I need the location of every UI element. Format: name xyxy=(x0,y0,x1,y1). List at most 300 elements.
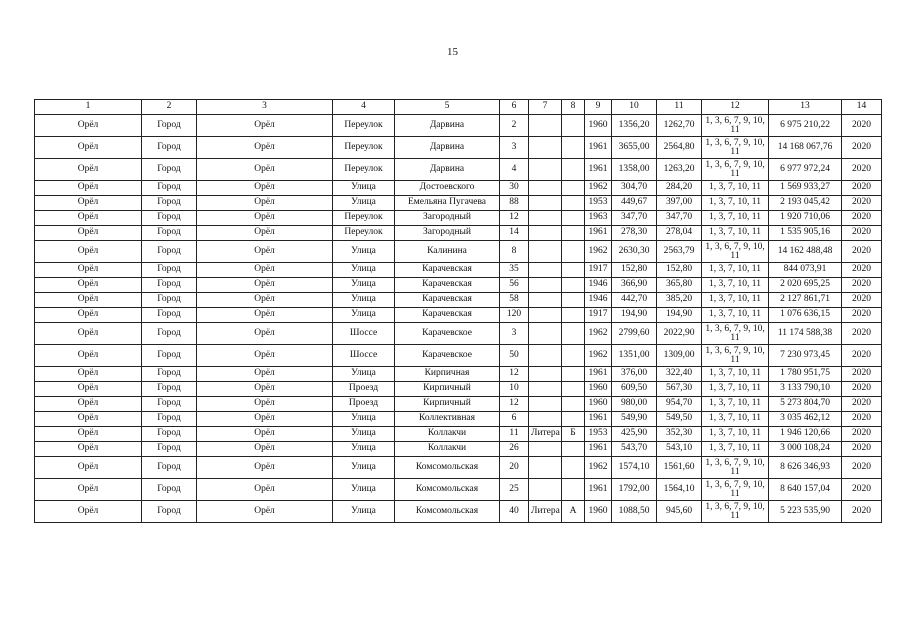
table-row xyxy=(35,323,882,345)
table-row xyxy=(35,241,882,263)
table-header xyxy=(35,100,882,115)
table-cell xyxy=(562,412,585,427)
table-cell: Орёл xyxy=(197,211,333,226)
table-cell: 2 193 045,42 xyxy=(769,196,842,211)
table-cell: Орёл xyxy=(197,479,333,501)
table-cell xyxy=(529,412,562,427)
table-cell: 1, 3, 6, 7, 9, 10, 11 xyxy=(702,345,769,367)
table-cell: Город xyxy=(142,137,197,159)
table-cell: 1960 xyxy=(585,397,612,412)
table-cell: Орёл xyxy=(197,427,333,442)
column-header: 2 xyxy=(142,100,197,115)
table-cell: Литера xyxy=(529,501,562,523)
table-cell: 1792,00 xyxy=(612,479,657,501)
table-cell: Комсомольская xyxy=(395,479,500,501)
table-cell: 1953 xyxy=(585,427,612,442)
table-cell: 2 xyxy=(500,115,529,137)
table-cell: Город xyxy=(142,442,197,457)
table-cell: 347,70 xyxy=(612,211,657,226)
table-cell: Орёл xyxy=(197,226,333,241)
table-cell: 1946 xyxy=(585,278,612,293)
table-cell: Орёл xyxy=(35,115,142,137)
table-cell: Дарвина xyxy=(395,137,500,159)
table-row xyxy=(35,501,882,523)
table-row xyxy=(35,211,882,226)
table-body xyxy=(35,115,882,523)
table-cell: Улица xyxy=(333,427,395,442)
table-cell: 1, 3, 7, 10, 11 xyxy=(702,427,769,442)
table-cell: 954,70 xyxy=(657,397,702,412)
table-cell: 2020 xyxy=(842,382,882,397)
table-cell xyxy=(529,367,562,382)
table-cell: 1962 xyxy=(585,323,612,345)
table-row xyxy=(35,263,882,278)
table-row xyxy=(35,308,882,323)
table-row xyxy=(35,115,882,137)
column-header: 1 xyxy=(35,100,142,115)
table-cell xyxy=(562,226,585,241)
column-header: 12 xyxy=(702,100,769,115)
table-cell: 1, 3, 7, 10, 11 xyxy=(702,367,769,382)
table-cell: 1, 3, 7, 10, 11 xyxy=(702,226,769,241)
table-cell: Кирпичный xyxy=(395,382,500,397)
table-cell: Город xyxy=(142,241,197,263)
table-cell: 3 133 790,10 xyxy=(769,382,842,397)
table-cell xyxy=(529,196,562,211)
table-cell: 352,30 xyxy=(657,427,702,442)
table-cell xyxy=(529,442,562,457)
table-cell: Город xyxy=(142,382,197,397)
table-row xyxy=(35,412,882,427)
table-cell: 4 xyxy=(500,159,529,181)
table-cell: Орёл xyxy=(197,442,333,457)
table-row xyxy=(35,397,882,412)
table-cell: 304,70 xyxy=(612,181,657,196)
table-cell: Город xyxy=(142,115,197,137)
table-cell: 376,00 xyxy=(612,367,657,382)
table-cell: Город xyxy=(142,412,197,427)
table-cell: 425,90 xyxy=(612,427,657,442)
table-cell: Проезд xyxy=(333,382,395,397)
column-header: 8 xyxy=(562,100,585,115)
table-cell: 2020 xyxy=(842,137,882,159)
column-header: 4 xyxy=(333,100,395,115)
table-cell: Орёл xyxy=(35,397,142,412)
table-cell xyxy=(562,308,585,323)
table-cell: Орёл xyxy=(197,137,333,159)
table-cell xyxy=(529,241,562,263)
table-cell xyxy=(562,293,585,308)
table-cell: 1309,00 xyxy=(657,345,702,367)
table-cell xyxy=(562,457,585,479)
table-cell: Кирпичный xyxy=(395,397,500,412)
table-cell: Комсомольская xyxy=(395,501,500,523)
table-cell: 1962 xyxy=(585,241,612,263)
table-cell: 2563,79 xyxy=(657,241,702,263)
column-header: 14 xyxy=(842,100,882,115)
table-cell: Переулок xyxy=(333,211,395,226)
table-cell: Орёл xyxy=(35,278,142,293)
table-cell: 3 xyxy=(500,323,529,345)
table-cell xyxy=(562,137,585,159)
table-cell: 844 073,91 xyxy=(769,263,842,278)
table-cell: 25 xyxy=(500,479,529,501)
table-cell: Орёл xyxy=(197,308,333,323)
table-cell: 56 xyxy=(500,278,529,293)
header-row xyxy=(35,100,882,115)
table-cell: 1561,60 xyxy=(657,457,702,479)
table-row xyxy=(35,226,882,241)
table-cell: Калинина xyxy=(395,241,500,263)
table-cell: Карачевское xyxy=(395,323,500,345)
table-cell: 2020 xyxy=(842,226,882,241)
table-cell: А xyxy=(562,501,585,523)
table-cell: 14 162 488,48 xyxy=(769,241,842,263)
table-row xyxy=(35,181,882,196)
table-cell: Город xyxy=(142,308,197,323)
table-cell: 2020 xyxy=(842,241,882,263)
table-cell: Орёл xyxy=(35,263,142,278)
table-row xyxy=(35,382,882,397)
table-cell: Орёл xyxy=(35,137,142,159)
table-cell: 1, 3, 7, 10, 11 xyxy=(702,278,769,293)
registry-table xyxy=(34,99,882,523)
table-cell: 1, 3, 7, 10, 11 xyxy=(702,263,769,278)
table-cell: Орёл xyxy=(197,196,333,211)
table-cell: 284,20 xyxy=(657,181,702,196)
table-cell: Город xyxy=(142,397,197,412)
table-cell: 1, 3, 6, 7, 9, 10, 11 xyxy=(702,115,769,137)
table-cell: Орёл xyxy=(197,501,333,523)
table-row xyxy=(35,479,882,501)
page-number: 15 xyxy=(447,46,458,58)
table-cell: 2020 xyxy=(842,181,882,196)
table-cell: Улица xyxy=(333,308,395,323)
table-cell: Орёл xyxy=(35,293,142,308)
table-cell: 1262,70 xyxy=(657,115,702,137)
table-cell: Улица xyxy=(333,241,395,263)
table-cell: 1, 3, 7, 10, 11 xyxy=(702,181,769,196)
table-cell: 2020 xyxy=(842,293,882,308)
table-cell: Орёл xyxy=(35,323,142,345)
table-cell: 1, 3, 7, 10, 11 xyxy=(702,382,769,397)
table-cell xyxy=(562,479,585,501)
column-header: 13 xyxy=(769,100,842,115)
table-cell: 152,80 xyxy=(657,263,702,278)
table-cell: Карачевская xyxy=(395,263,500,278)
table-cell: Улица xyxy=(333,457,395,479)
table-cell: 1962 xyxy=(585,457,612,479)
column-header: 9 xyxy=(585,100,612,115)
table-cell: Орёл xyxy=(197,278,333,293)
table-cell: Коллакчи xyxy=(395,442,500,457)
table-row xyxy=(35,278,882,293)
table-cell: Коллективная xyxy=(395,412,500,427)
table-cell: 12 xyxy=(500,211,529,226)
table-cell: 2020 xyxy=(842,397,882,412)
table-cell xyxy=(529,115,562,137)
table-cell: Орёл xyxy=(197,367,333,382)
table-cell: 1356,20 xyxy=(612,115,657,137)
table-cell: Дарвина xyxy=(395,159,500,181)
table-cell: Карачевская xyxy=(395,308,500,323)
table-cell: 2020 xyxy=(842,278,882,293)
column-header: 3 xyxy=(197,100,333,115)
table-cell: Емельяна Пугачева xyxy=(395,196,500,211)
table-cell: 1962 xyxy=(585,181,612,196)
table-cell: Орёл xyxy=(197,345,333,367)
table-cell: 120 xyxy=(500,308,529,323)
table-cell: Орёл xyxy=(35,367,142,382)
column-header: 10 xyxy=(612,100,657,115)
table-cell: Орёл xyxy=(197,323,333,345)
table-cell: 10 xyxy=(500,382,529,397)
table-cell: 1961 xyxy=(585,159,612,181)
table-cell: Орёл xyxy=(35,226,142,241)
table-cell xyxy=(529,293,562,308)
table-cell: 1 076 636,15 xyxy=(769,308,842,323)
table-cell xyxy=(529,226,562,241)
table-cell: Дарвина xyxy=(395,115,500,137)
table-cell: 3 xyxy=(500,137,529,159)
table-cell xyxy=(529,137,562,159)
table-cell: 1961 xyxy=(585,479,612,501)
table-cell: Город xyxy=(142,427,197,442)
table-cell: Переулок xyxy=(333,226,395,241)
table-cell: 1 535 905,16 xyxy=(769,226,842,241)
table-cell: 1 946 120,66 xyxy=(769,427,842,442)
table-cell xyxy=(562,181,585,196)
table-cell: 3 035 462,12 xyxy=(769,412,842,427)
table-cell: 2020 xyxy=(842,501,882,523)
table-cell: 1, 3, 6, 7, 9, 10, 11 xyxy=(702,137,769,159)
table-cell: 1574,10 xyxy=(612,457,657,479)
table-cell: Город xyxy=(142,159,197,181)
table-cell: 2020 xyxy=(842,345,882,367)
table-cell xyxy=(529,181,562,196)
table-cell: Орёл xyxy=(35,479,142,501)
table-cell: 1, 3, 6, 7, 9, 10, 11 xyxy=(702,457,769,479)
table-cell: 1, 3, 6, 7, 9, 10, 11 xyxy=(702,241,769,263)
table-cell: 88 xyxy=(500,196,529,211)
table-cell: 7 230 973,45 xyxy=(769,345,842,367)
table-cell: Б xyxy=(562,427,585,442)
table-cell xyxy=(562,115,585,137)
table-cell: 1263,20 xyxy=(657,159,702,181)
table-cell: 1961 xyxy=(585,226,612,241)
table-cell: 1961 xyxy=(585,137,612,159)
table-cell: 1, 3, 7, 10, 11 xyxy=(702,308,769,323)
table-cell: Орёл xyxy=(35,241,142,263)
table-cell: 945,60 xyxy=(657,501,702,523)
table-cell: Шоссе xyxy=(333,323,395,345)
table-cell: Улица xyxy=(333,293,395,308)
table-cell: 1, 3, 7, 10, 11 xyxy=(702,196,769,211)
table-cell: Улица xyxy=(333,367,395,382)
table-cell: 1960 xyxy=(585,115,612,137)
table-cell: 1, 3, 6, 7, 9, 10, 11 xyxy=(702,323,769,345)
table-cell: Кирпичная xyxy=(395,367,500,382)
column-header: 6 xyxy=(500,100,529,115)
table-cell: 5 223 535,90 xyxy=(769,501,842,523)
table-cell: 1, 3, 7, 10, 11 xyxy=(702,293,769,308)
table-cell: 1, 3, 6, 7, 9, 10, 11 xyxy=(702,479,769,501)
table-cell: 366,90 xyxy=(612,278,657,293)
table-cell: 14 xyxy=(500,226,529,241)
table-cell: 2 020 695,25 xyxy=(769,278,842,293)
table-cell: 543,10 xyxy=(657,442,702,457)
table-row xyxy=(35,367,882,382)
table-cell: 609,50 xyxy=(612,382,657,397)
table-cell: Орёл xyxy=(197,263,333,278)
table-cell xyxy=(562,263,585,278)
table-cell: 1960 xyxy=(585,382,612,397)
table-cell xyxy=(562,211,585,226)
table-cell: 26 xyxy=(500,442,529,457)
table-cell xyxy=(562,382,585,397)
table-cell: 12 xyxy=(500,397,529,412)
table-cell: Орёл xyxy=(35,308,142,323)
table-cell: 50 xyxy=(500,345,529,367)
table-cell: 1, 3, 6, 7, 9, 10, 11 xyxy=(702,501,769,523)
table-cell: 980,00 xyxy=(612,397,657,412)
table-cell: 2020 xyxy=(842,442,882,457)
table-cell: 278,30 xyxy=(612,226,657,241)
table-cell: 1917 xyxy=(585,263,612,278)
table-cell: 2020 xyxy=(842,457,882,479)
table-cell: 1088,50 xyxy=(612,501,657,523)
table-row xyxy=(35,442,882,457)
table-cell: Город xyxy=(142,293,197,308)
table-cell: Орёл xyxy=(35,382,142,397)
table-cell: Загородный xyxy=(395,226,500,241)
table-cell xyxy=(562,159,585,181)
table-cell: 347,70 xyxy=(657,211,702,226)
table-cell: 2020 xyxy=(842,323,882,345)
table-cell: 2020 xyxy=(842,412,882,427)
table-cell: 152,80 xyxy=(612,263,657,278)
table-cell: 194,90 xyxy=(612,308,657,323)
table-cell: 1, 3, 7, 10, 11 xyxy=(702,412,769,427)
table-cell: 1358,00 xyxy=(612,159,657,181)
table-cell: 3 000 108,24 xyxy=(769,442,842,457)
table-cell: 1962 xyxy=(585,345,612,367)
table-cell: 1 920 710,06 xyxy=(769,211,842,226)
table-cell: 1961 xyxy=(585,412,612,427)
table-cell: 1351,00 xyxy=(612,345,657,367)
table-cell: Орёл xyxy=(197,241,333,263)
column-header: 7 xyxy=(529,100,562,115)
table-cell: Орёл xyxy=(35,427,142,442)
table-cell: Город xyxy=(142,226,197,241)
table-cell: Орёл xyxy=(35,196,142,211)
table-cell: Орёл xyxy=(35,211,142,226)
table-cell: Проезд xyxy=(333,397,395,412)
table-cell: 365,80 xyxy=(657,278,702,293)
table-cell: Улица xyxy=(333,442,395,457)
table-cell: Орёл xyxy=(35,181,142,196)
table-cell: 549,50 xyxy=(657,412,702,427)
table-cell: Город xyxy=(142,196,197,211)
table-cell: Город xyxy=(142,345,197,367)
table-cell: Город xyxy=(142,479,197,501)
table-cell: 1961 xyxy=(585,442,612,457)
table-cell: 2020 xyxy=(842,308,882,323)
table-row xyxy=(35,196,882,211)
table-cell xyxy=(529,345,562,367)
table-cell: 2022,90 xyxy=(657,323,702,345)
table-cell: 11 174 588,38 xyxy=(769,323,842,345)
table-cell: 1946 xyxy=(585,293,612,308)
table-cell: Город xyxy=(142,367,197,382)
table-cell xyxy=(562,323,585,345)
column-header: 11 xyxy=(657,100,702,115)
table-cell: 2630,30 xyxy=(612,241,657,263)
table-cell: 58 xyxy=(500,293,529,308)
table-cell: 194,90 xyxy=(657,308,702,323)
table-cell: 6 975 210,22 xyxy=(769,115,842,137)
table-cell: 1961 xyxy=(585,367,612,382)
table-cell xyxy=(562,345,585,367)
table-cell xyxy=(529,211,562,226)
table-row xyxy=(35,345,882,367)
table-cell: Орёл xyxy=(197,181,333,196)
table-cell: Город xyxy=(142,323,197,345)
table-cell: 322,40 xyxy=(657,367,702,382)
table-cell: Улица xyxy=(333,181,395,196)
table-cell: 2020 xyxy=(842,479,882,501)
table-row xyxy=(35,137,882,159)
table-cell: Переулок xyxy=(333,137,395,159)
table-cell: Комсомольская xyxy=(395,457,500,479)
table-cell: 1960 xyxy=(585,501,612,523)
table-cell: 278,04 xyxy=(657,226,702,241)
table-cell: 2020 xyxy=(842,263,882,278)
table-cell: Переулок xyxy=(333,115,395,137)
table-cell: 1, 3, 6, 7, 9, 10, 11 xyxy=(702,159,769,181)
table-cell xyxy=(529,457,562,479)
table-cell: Улица xyxy=(333,412,395,427)
table-cell: 1 569 933,27 xyxy=(769,181,842,196)
table-cell: Улица xyxy=(333,196,395,211)
table-cell: Коллакчи xyxy=(395,427,500,442)
table-cell: Орёл xyxy=(197,397,333,412)
table-cell: Орёл xyxy=(197,457,333,479)
table-cell: Шоссе xyxy=(333,345,395,367)
table-cell: 8 626 346,93 xyxy=(769,457,842,479)
table-cell: 543,70 xyxy=(612,442,657,457)
table-cell: 5 273 804,70 xyxy=(769,397,842,412)
table-cell: 3655,00 xyxy=(612,137,657,159)
table-cell: 30 xyxy=(500,181,529,196)
table-cell: 385,20 xyxy=(657,293,702,308)
table-cell: 35 xyxy=(500,263,529,278)
table-cell: Орёл xyxy=(197,293,333,308)
table-cell: 12 xyxy=(500,367,529,382)
table-cell: Город xyxy=(142,457,197,479)
table-cell: 1963 xyxy=(585,211,612,226)
table-cell: Орёл xyxy=(35,442,142,457)
table-cell xyxy=(529,479,562,501)
table-cell: Переулок xyxy=(333,159,395,181)
table-cell: Улица xyxy=(333,263,395,278)
table-cell: Карачевское xyxy=(395,345,500,367)
table-cell: Карачевская xyxy=(395,293,500,308)
table-cell: Город xyxy=(142,263,197,278)
table-cell: 1564,10 xyxy=(657,479,702,501)
table-cell: Достоевского xyxy=(395,181,500,196)
table-cell: Орёл xyxy=(197,412,333,427)
